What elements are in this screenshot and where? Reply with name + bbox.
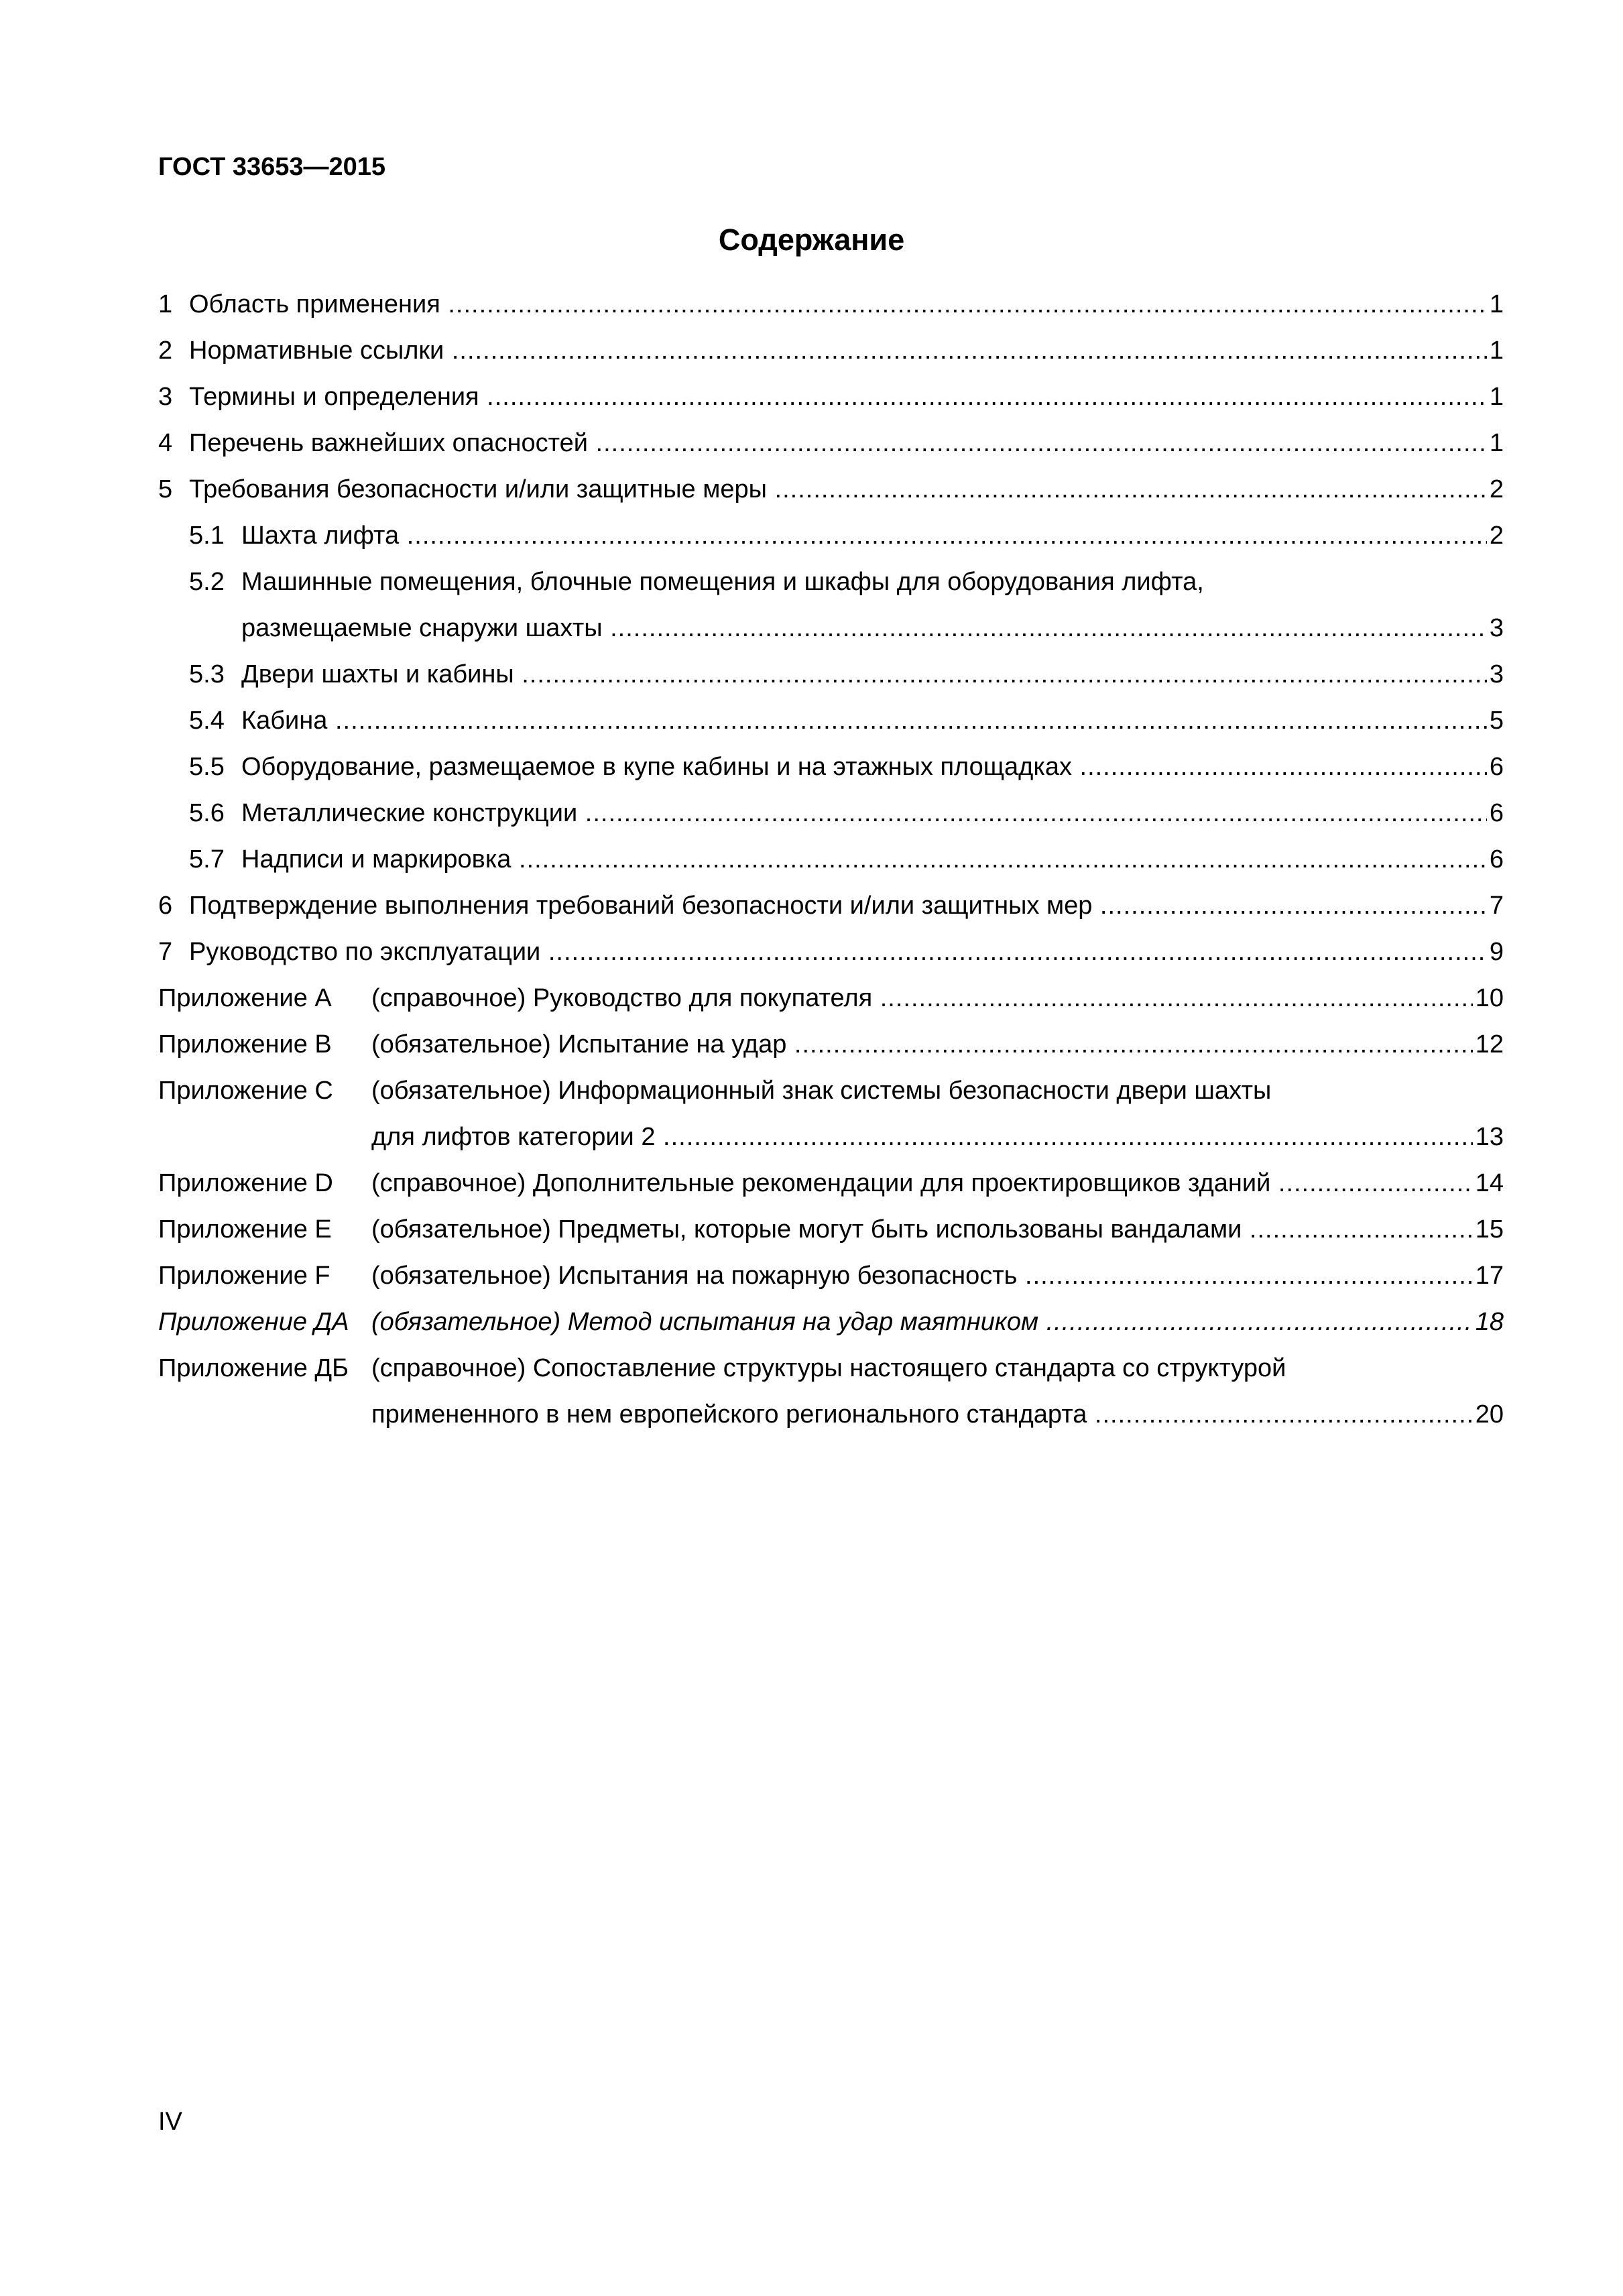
toc-entry-page: 1 (1489, 383, 1504, 411)
toc-entry-title: размещаемые снаружи шахты ..... (241, 613, 1487, 643)
toc-entry[interactable] (158, 382, 1504, 428)
toc-entry[interactable] (158, 290, 1504, 336)
toc-subentry[interactable] (158, 798, 1504, 845)
toc-entry-page: 13 (1475, 1123, 1504, 1151)
toc-entry-number: 6 (158, 892, 173, 920)
toc-entry-title: (справочное) Дополнительные рекомендации для проектировщиков зданий ..... (371, 1168, 1473, 1198)
toc-appendix-entry[interactable] (158, 983, 1504, 1030)
toc-appendix-entry[interactable] (158, 1168, 1504, 1215)
toc-appendix-entry[interactable] (158, 1353, 1504, 1446)
toc-subentry[interactable] (158, 660, 1504, 706)
toc-entry-page: 10 (1475, 984, 1504, 1012)
toc-entry-page: 12 (1475, 1030, 1504, 1059)
toc-appendix-label: Приложение ДА (158, 1308, 349, 1336)
toc-entry-page: 1 (1489, 337, 1504, 365)
toc-appendix-label: Приложение Е (158, 1215, 332, 1244)
toc-entry-page: 7 (1489, 892, 1504, 920)
toc-entry-page: 15 (1475, 1215, 1504, 1244)
toc-entry-title: (обязательное) Метод испытания на удар маятником ..... (371, 1307, 1473, 1337)
toc-subentry[interactable] (158, 845, 1504, 891)
toc-entry-page: 2 (1489, 522, 1504, 550)
toc-entry-number: 4 (158, 429, 173, 457)
toc-appendix-entry[interactable] (158, 1307, 1504, 1353)
toc-entry-title: Нормативные ссылки ..... (189, 336, 1487, 365)
toc-entry-title: Руководство по эксплуатации ..... (189, 937, 1487, 967)
toc-appendix-label: Приложение D (158, 1169, 333, 1197)
toc-entry-page: 3 (1489, 660, 1504, 688)
toc-appendix-label: Приложение В (158, 1030, 332, 1059)
toc-entry-page: 6 (1489, 799, 1504, 827)
toc-subentry[interactable] (158, 706, 1504, 752)
toc-entry[interactable] (158, 428, 1504, 475)
toc-entry-title: Надписи и маркировка ..... (241, 845, 1487, 874)
toc-entry[interactable] (158, 475, 1504, 521)
toc-entry-title: (обязательное) Испытания на пожарную безопасность ..... (371, 1261, 1473, 1290)
toc-entry-page: 2 (1489, 475, 1504, 503)
toc-entry-page: 9 (1489, 938, 1504, 966)
toc-appendix-label: Приложение А (158, 984, 332, 1012)
toc-entry-number: 5.3 (189, 660, 225, 688)
toc-entry-title: Подтверждение выполнения требований безопасности и/или защитных мер ..... (189, 891, 1487, 920)
toc-entry-page: 18 (1475, 1308, 1504, 1336)
toc-entry-page: 3 (1489, 614, 1504, 642)
toc-entry-page: 6 (1489, 753, 1504, 781)
toc-entry-title-line1: Машинные помещения, блочные помещения и шкафы для оборудования лифта, (241, 568, 1204, 596)
toc-entry-title: примененного в нем европейского регионального стандарта ..... (371, 1400, 1473, 1429)
toc-entry-title-line1: (обязательное) Информационный знак системы безопасности двери шахты (371, 1077, 1272, 1105)
toc-appendix-entry[interactable] (158, 1215, 1504, 1261)
toc-entry-title: Требования безопасности и/или защитные меры ..... (189, 475, 1487, 504)
toc-entry-page: 1 (1489, 429, 1504, 457)
toc-appendix-entry[interactable] (158, 1261, 1504, 1307)
toc-entry-number: 3 (158, 383, 173, 411)
toc-entry-number: 1 (158, 290, 173, 318)
toc-entry-title: (справочное) Руководство для покупателя ..... (371, 983, 1473, 1013)
toc-appendix-label: Приложение ДБ (158, 1354, 349, 1382)
toc-appendix-label: Приложение С (158, 1077, 333, 1105)
table-of-contents (158, 290, 1504, 1446)
toc-entry-number: 5.5 (189, 753, 225, 781)
toc-entry-number: 5.1 (189, 522, 225, 550)
toc-entry-title-line1: (справочное) Сопоставление структуры настоящего стандарта со структурой (371, 1354, 1286, 1382)
toc-entry[interactable] (158, 937, 1504, 983)
toc-entry-title: Термины и определения ..... (189, 382, 1487, 412)
toc-entry-title: Кабина ..... (241, 706, 1487, 735)
toc-entry-page: 20 (1475, 1400, 1504, 1429)
toc-entry-number: 7 (158, 938, 173, 966)
toc-entry-title: Область применения ..... (189, 290, 1487, 319)
toc-title: Содержание (718, 223, 905, 257)
toc-entry-number: 2 (158, 337, 173, 365)
toc-subentry[interactable] (158, 567, 1504, 660)
toc-entry-page: 5 (1489, 707, 1504, 735)
toc-entry-title: Шахта лифта ..... (241, 521, 1487, 550)
toc-appendix-entry[interactable] (158, 1076, 1504, 1168)
toc-entry-title: (обязательное) Испытание на удар ..... (371, 1030, 1473, 1059)
toc-entry-page: 17 (1475, 1262, 1504, 1290)
toc-entry[interactable] (158, 336, 1504, 382)
toc-entry[interactable] (158, 891, 1504, 937)
toc-entry-page: 1 (1489, 290, 1504, 318)
toc-entry-number: 5.2 (189, 568, 225, 596)
toc-entry-number: 5.6 (189, 799, 225, 827)
toc-entry-title: Оборудование, размещаемое в купе кабины и на этажных площадках ..... (241, 752, 1487, 782)
toc-entry-title: Металлические конструкции ..... (241, 798, 1487, 828)
toc-entry-page: 14 (1475, 1169, 1504, 1197)
document-code: ГОСТ 33653—2015 (158, 153, 386, 181)
toc-entry-title: (обязательное) Предметы, которые могут быть использованы вандалами ..... (371, 1215, 1473, 1244)
toc-entry-number: 5.4 (189, 707, 225, 735)
toc-appendix-label: Приложение F (158, 1262, 330, 1290)
toc-entry-page: 6 (1489, 845, 1504, 873)
page-number: IV (158, 2108, 182, 2136)
toc-entry-number: 5.7 (189, 845, 225, 873)
toc-appendix-entry[interactable] (158, 1030, 1504, 1076)
toc-entry-title: Двери шахты и кабины ..... (241, 660, 1487, 689)
toc-entry-title: для лифтов категории 2 ..... (371, 1122, 1473, 1152)
toc-entry-number: 5 (158, 475, 173, 503)
toc-subentry[interactable] (158, 752, 1504, 798)
toc-entry-title: Перечень важнейших опасностей ..... (189, 428, 1487, 458)
toc-subentry[interactable] (158, 521, 1504, 567)
